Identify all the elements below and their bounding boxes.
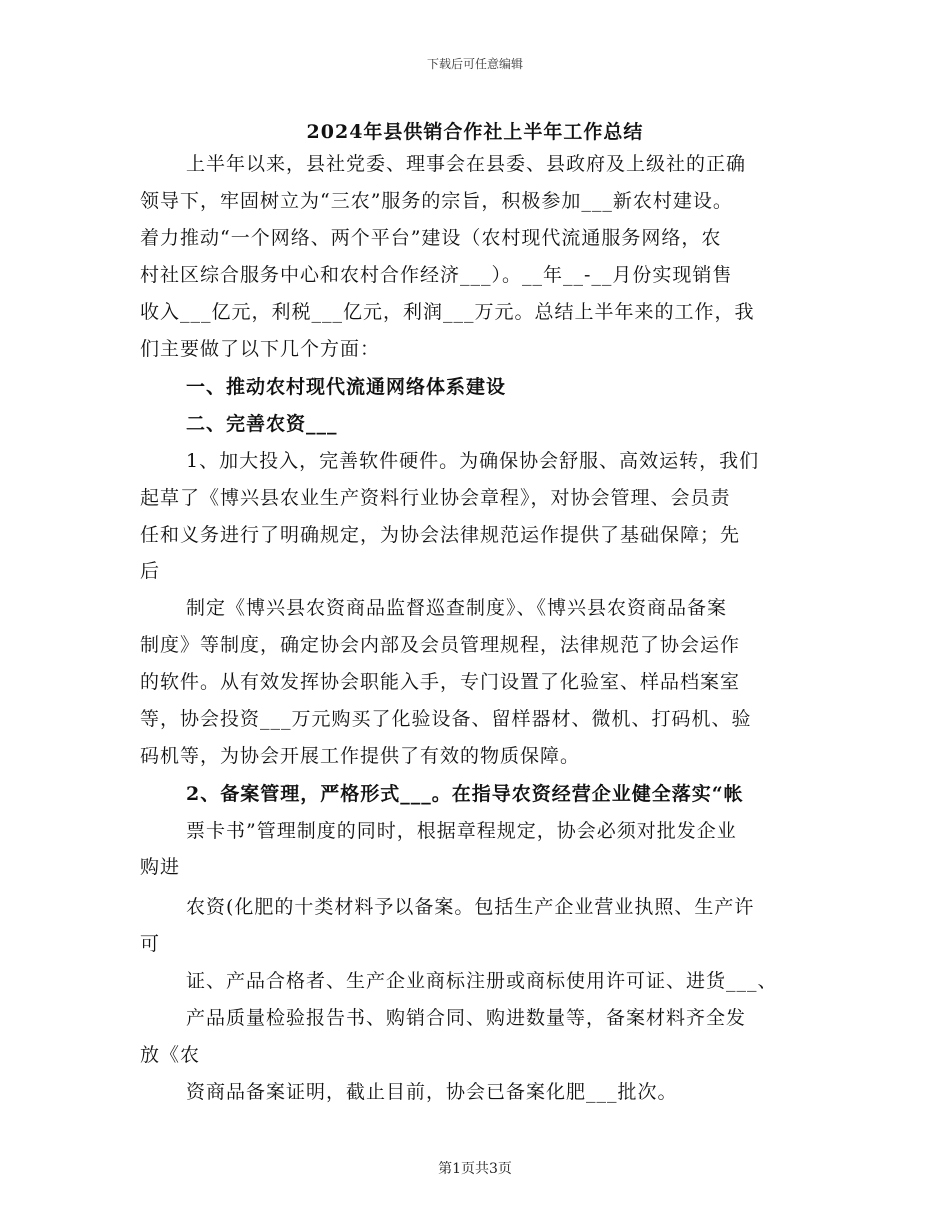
paragraph-line: 起草了《博兴县农业生产资料行业协会章程》，对协会管理、会员责: [140, 487, 731, 509]
paragraph-line: 后: [140, 560, 161, 582]
paragraph-line: 上半年以来，县社党委、理事会在县委、县政府及上级社的正确: [186, 153, 747, 175]
page-number: 第1页共3页: [438, 1161, 512, 1177]
paragraph-line: 任和义务进行了明确规定，为协会法律规范运作提供了基础保障；先: [140, 524, 741, 546]
paragraph-line: 村社区综合服务中心和农村合作经济___）。__年__-__月份实现销售: [140, 264, 733, 286]
paragraph-line: 农资(化肥的十类材料予以备案。包括生产企业营业执照、生产许: [186, 896, 755, 918]
document-title: 2024年县供销合作社上半年工作总结: [306, 121, 644, 143]
paragraph-line: 1、加大投入，完善软件硬件。为确保协会舒服、高效运转，我们: [186, 450, 760, 472]
section-heading: 一、推动农村现代流通网络体系建设: [186, 376, 507, 398]
section-heading: 二、完善农资___: [186, 413, 338, 435]
paragraph-line: 放《农: [140, 1044, 201, 1066]
paragraph-line: 票卡书”管理制度的同时，根据章程规定，协会必须对批发企业: [186, 820, 737, 842]
paragraph-line: 领导下，牢固树立为“三农”服务的宗旨，积极参加___新农村建设。: [140, 190, 733, 212]
paragraph-line: 可: [140, 933, 161, 955]
paragraph-line-bold: 2、备案管理，严格形式___。在指导农资经营企业健全落实“帐: [186, 783, 744, 805]
paragraph-line: 着力推动“一个网络、两个平台”建设（农村现代流通服务网络，农: [140, 227, 722, 249]
paragraph-line: 资商品备案证明，截止目前，协会已备案化肥___批次。: [186, 1081, 678, 1103]
page-header-note: 下载后可任意编辑: [426, 57, 523, 71]
paragraph-line: 证、产品合格者、生产企业商标注册或商标使用许可证、进货___、: [186, 970, 778, 992]
paragraph-line: 制度》等制度，确定协会内部及会员管理规程，法律规范了协会运作: [140, 634, 741, 656]
paragraph-line: 码机等，为协会开展工作提供了有效的物质保障。: [140, 745, 581, 767]
paragraph-line: 们主要做了以下几个方面：: [140, 338, 381, 360]
paragraph-line: 制定《博兴县农资商品监督巡查制度》、《博兴县农资商品备案: [186, 597, 728, 619]
paragraph-line: 购进: [140, 856, 181, 878]
paragraph-line: 等，协会投资___万元购买了化验设备、留样器材、微机、打码机、验: [140, 708, 752, 730]
paragraph-line: 的软件。从有效发挥协会职能入手，专门设置了化验室、样品档案室: [140, 671, 741, 693]
paragraph-line: 产品质量检验报告书、购销合同、购进数量等，备案材料齐全发: [186, 1007, 747, 1029]
paragraph-line: 收入___亿元，利税___亿元，利润___万元。总结上半年来的工作，我: [140, 301, 755, 323]
